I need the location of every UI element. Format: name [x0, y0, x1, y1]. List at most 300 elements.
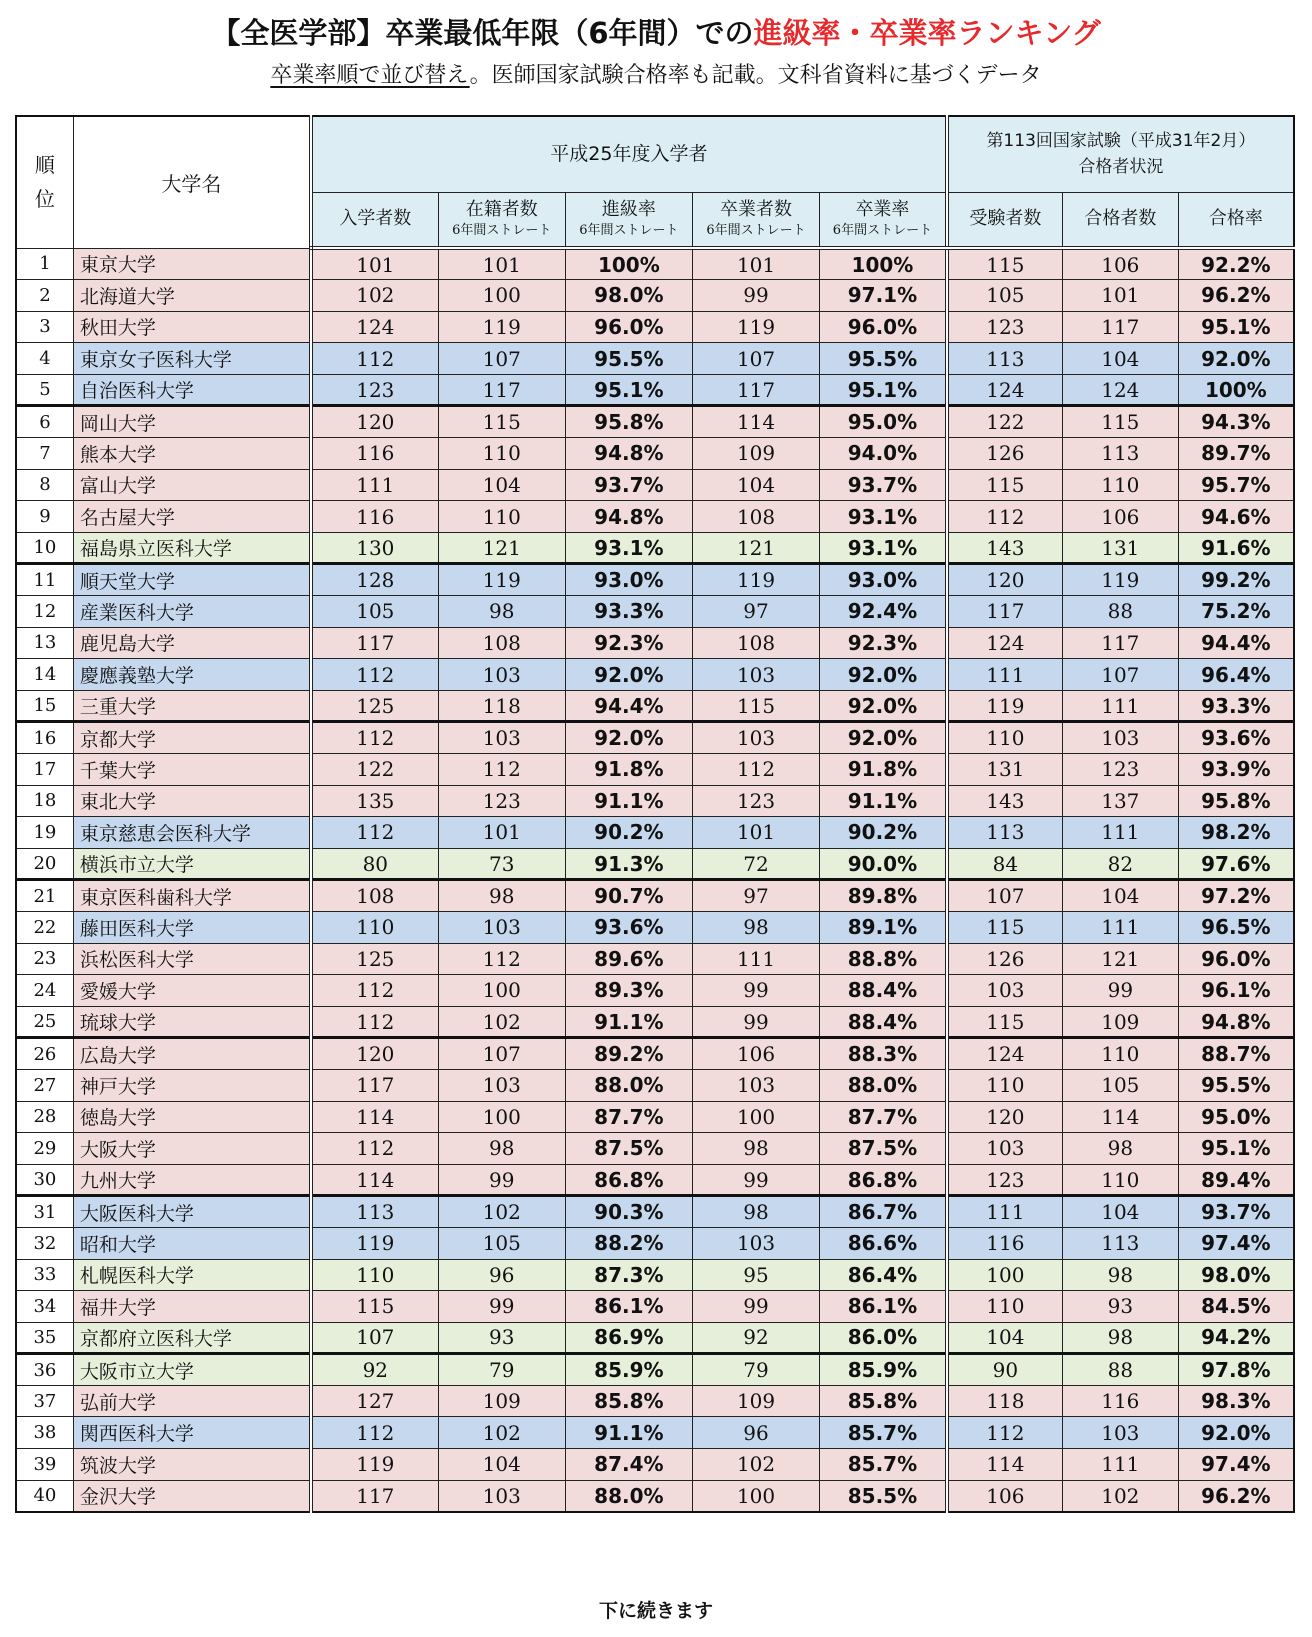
passers-cell: 98 — [1062, 1133, 1178, 1165]
table-row — [16, 722, 1294, 754]
examinees-cell: 124 — [947, 627, 1063, 659]
university-name-cell: 慶應義塾大学 — [73, 659, 311, 691]
pass-rate-cell: 98.0% — [1178, 1259, 1294, 1291]
table-row — [16, 343, 1294, 375]
header-exam-title: 第113回国家試験（平成31年2月） — [986, 131, 1256, 152]
table-row — [16, 627, 1294, 659]
promotion-rate-cell: 90.3% — [565, 1196, 692, 1228]
promotion-rate-cell: 85.9% — [565, 1354, 692, 1386]
examinees-cell: 124 — [947, 374, 1063, 406]
passers-cell: 115 — [1062, 406, 1178, 438]
university-name-cell: 順天堂大学 — [73, 564, 311, 596]
promotion-rate-cell: 93.6% — [565, 911, 692, 943]
passers-cell: 124 — [1062, 374, 1178, 406]
rank-cell: 35 — [16, 1322, 73, 1354]
examinees-cell: 113 — [947, 343, 1063, 375]
table-row — [16, 596, 1294, 628]
enrolled-cell: 98 — [438, 1133, 565, 1165]
pass-rate-cell: 95.8% — [1178, 785, 1294, 817]
entrants-cell: 107 — [311, 1322, 438, 1354]
enrolled-cell: 102 — [438, 1006, 565, 1038]
pass-rate-cell: 95.7% — [1178, 469, 1294, 501]
graduation-rate-cell: 95.1% — [820, 374, 947, 406]
graduates-cell: 97 — [692, 596, 819, 628]
table-row — [16, 1006, 1294, 1038]
promotion-rate-cell: 88.0% — [565, 1480, 692, 1512]
passers-cell: 110 — [1062, 1164, 1178, 1196]
examinees-cell: 143 — [947, 785, 1063, 817]
enrolled-cell: 100 — [438, 975, 565, 1007]
table-row — [16, 659, 1294, 691]
pass-rate-cell: 95.1% — [1178, 311, 1294, 343]
graduation-rate-cell: 91.8% — [820, 754, 947, 786]
table-row — [16, 406, 1294, 438]
rank-cell: 4 — [16, 343, 73, 375]
graduates-cell: 119 — [692, 564, 819, 596]
enrolled-cell: 99 — [438, 1164, 565, 1196]
examinees-cell: 126 — [947, 438, 1063, 470]
entrants-cell: 112 — [311, 975, 438, 1007]
entrants-cell: 120 — [311, 406, 438, 438]
graduates-cell: 106 — [692, 1038, 819, 1070]
entrants-cell: 114 — [311, 1101, 438, 1133]
pass-rate-cell: 97.4% — [1178, 1227, 1294, 1259]
passers-cell: 98 — [1062, 1322, 1178, 1354]
promotion-rate-cell: 91.1% — [565, 1417, 692, 1449]
graduates-cell: 97 — [692, 880, 819, 912]
examinees-cell: 115 — [947, 469, 1063, 501]
pass-rate-cell: 92.2% — [1178, 248, 1294, 280]
enrolled-cell: 103 — [438, 659, 565, 691]
page-subtitle — [0, 60, 1312, 92]
examinees-cell: 117 — [947, 596, 1063, 628]
rank-cell: 37 — [16, 1385, 73, 1417]
passers-cell: 106 — [1062, 248, 1178, 280]
entrants-cell: 112 — [311, 1417, 438, 1449]
title-main: 【全医学部】卒業最低年限（6年間）での — [211, 16, 754, 50]
university-name-cell: 横浜市立大学 — [73, 848, 311, 880]
examinees-cell: 106 — [947, 1480, 1063, 1512]
header-enrolled: 在籍者数 6年間ストレート — [438, 192, 565, 248]
passers-cell: 106 — [1062, 501, 1178, 533]
passers-cell: 123 — [1062, 754, 1178, 786]
passers-cell: 110 — [1062, 469, 1178, 501]
entrants-cell: 80 — [311, 848, 438, 880]
university-name-cell: 京都府立医科大学 — [73, 1322, 311, 1354]
examinees-cell: 110 — [947, 722, 1063, 754]
graduates-cell: 99 — [692, 1006, 819, 1038]
rank-cell: 29 — [16, 1133, 73, 1165]
graduation-rate-cell: 88.3% — [820, 1038, 947, 1070]
table-row — [16, 975, 1294, 1007]
rank-cell: 18 — [16, 785, 73, 817]
university-name-cell: 愛媛大学 — [73, 975, 311, 1007]
graduates-cell: 123 — [692, 785, 819, 817]
promotion-rate-cell: 100% — [565, 248, 692, 280]
entrants-cell: 111 — [311, 469, 438, 501]
graduation-rate-cell: 85.5% — [820, 1480, 947, 1512]
enrolled-cell: 112 — [438, 754, 565, 786]
graduation-rate-cell: 95.0% — [820, 406, 947, 438]
header-promotion-rate: 進級率 6年間ストレート — [565, 192, 692, 248]
entrants-cell: 110 — [311, 1259, 438, 1291]
university-name-cell: 浜松医科大学 — [73, 943, 311, 975]
graduation-rate-cell: 86.7% — [820, 1196, 947, 1228]
university-name-cell: 東北大学 — [73, 785, 311, 817]
university-name-cell: 札幌医科大学 — [73, 1259, 311, 1291]
promotion-rate-cell: 90.7% — [565, 880, 692, 912]
examinees-cell: 110 — [947, 1069, 1063, 1101]
entrants-cell: 102 — [311, 280, 438, 312]
rank-cell: 1 — [16, 248, 73, 280]
enrolled-cell: 110 — [438, 501, 565, 533]
entrants-cell: 112 — [311, 1006, 438, 1038]
subtitle-rest: 。医師国家試験合格率も記載。文科省資料に基づくデータ — [469, 63, 1042, 88]
graduation-rate-cell: 97.1% — [820, 280, 947, 312]
promotion-rate-cell: 88.0% — [565, 1069, 692, 1101]
graduation-rate-cell: 89.1% — [820, 911, 947, 943]
promotion-rate-cell: 87.4% — [565, 1449, 692, 1481]
graduates-cell: 92 — [692, 1322, 819, 1354]
graduates-cell: 108 — [692, 501, 819, 533]
pass-rate-cell: 95.0% — [1178, 1101, 1294, 1133]
enrolled-cell: 107 — [438, 1038, 565, 1070]
university-name-cell: 大阪市立大学 — [73, 1354, 311, 1386]
table-row — [16, 248, 1294, 280]
rank-cell: 17 — [16, 754, 73, 786]
graduation-rate-cell: 86.0% — [820, 1322, 947, 1354]
examinees-cell: 122 — [947, 406, 1063, 438]
university-name-cell: 東京女子医科大学 — [73, 343, 311, 375]
passers-cell: 103 — [1062, 722, 1178, 754]
passers-cell: 102 — [1062, 1480, 1178, 1512]
graduation-rate-cell: 93.1% — [820, 501, 947, 533]
enrolled-cell: 100 — [438, 280, 565, 312]
table-row — [16, 880, 1294, 912]
table-row — [16, 911, 1294, 943]
enrolled-cell: 112 — [438, 943, 565, 975]
table-row — [16, 311, 1294, 343]
entrants-cell: 125 — [311, 690, 438, 722]
rank-cell: 9 — [16, 501, 73, 533]
table-row — [16, 280, 1294, 312]
table-row — [16, 1164, 1294, 1196]
enrolled-cell: 101 — [438, 248, 565, 280]
promotion-rate-cell: 86.1% — [565, 1291, 692, 1323]
examinees-cell: 118 — [947, 1385, 1063, 1417]
entrants-cell: 112 — [311, 343, 438, 375]
university-name-cell: 神戸大学 — [73, 1069, 311, 1101]
university-name-cell: 昭和大学 — [73, 1227, 311, 1259]
table-row — [16, 1038, 1294, 1070]
graduation-rate-cell: 91.1% — [820, 785, 947, 817]
rank-cell: 19 — [16, 817, 73, 849]
rank-cell: 23 — [16, 943, 73, 975]
passers-cell: 101 — [1062, 280, 1178, 312]
graduation-rate-cell: 90.0% — [820, 848, 947, 880]
graduates-cell: 115 — [692, 690, 819, 722]
entrants-cell: 116 — [311, 501, 438, 533]
examinees-cell: 103 — [947, 1133, 1063, 1165]
entrants-cell: 112 — [311, 659, 438, 691]
table-row — [16, 1069, 1294, 1101]
rank-cell: 20 — [16, 848, 73, 880]
entrants-cell: 110 — [311, 911, 438, 943]
entrants-cell: 117 — [311, 1480, 438, 1512]
graduates-cell: 98 — [692, 1133, 819, 1165]
examinees-cell: 111 — [947, 659, 1063, 691]
promotion-rate-cell: 93.3% — [565, 596, 692, 628]
rank-cell: 3 — [16, 311, 73, 343]
table-row — [16, 785, 1294, 817]
graduates-cell: 103 — [692, 1227, 819, 1259]
table-row — [16, 943, 1294, 975]
rank-cell: 28 — [16, 1101, 73, 1133]
pass-rate-cell: 93.6% — [1178, 722, 1294, 754]
table-row — [16, 1417, 1294, 1449]
entrants-cell: 130 — [311, 532, 438, 564]
table-row — [16, 1480, 1294, 1512]
entrants-cell: 116 — [311, 438, 438, 470]
examinees-cell: 115 — [947, 1006, 1063, 1038]
passers-cell: 107 — [1062, 659, 1178, 691]
table-row — [16, 438, 1294, 470]
examinees-cell: 126 — [947, 943, 1063, 975]
table-row — [16, 1227, 1294, 1259]
passers-cell: 104 — [1062, 1196, 1178, 1228]
rank-cell: 6 — [16, 406, 73, 438]
entrants-cell: 127 — [311, 1385, 438, 1417]
table-row — [16, 754, 1294, 786]
rank-cell: 40 — [16, 1480, 73, 1512]
graduates-cell: 100 — [692, 1480, 819, 1512]
graduates-cell: 121 — [692, 532, 819, 564]
graduation-rate-cell: 88.0% — [820, 1069, 947, 1101]
university-name-cell: 千葉大学 — [73, 754, 311, 786]
graduates-cell: 72 — [692, 848, 819, 880]
pass-rate-cell: 96.2% — [1178, 1480, 1294, 1512]
table-row — [16, 1322, 1294, 1354]
ranking-table-body — [16, 248, 1294, 1512]
page-title — [0, 12, 1312, 54]
enrolled-cell: 98 — [438, 596, 565, 628]
passers-cell: 111 — [1062, 911, 1178, 943]
entrants-cell: 112 — [311, 1133, 438, 1165]
examinees-cell: 112 — [947, 501, 1063, 533]
promotion-rate-cell: 91.1% — [565, 1006, 692, 1038]
promotion-rate-cell: 91.8% — [565, 754, 692, 786]
examinees-cell: 90 — [947, 1354, 1063, 1386]
graduation-rate-cell: 92.3% — [820, 627, 947, 659]
examinees-cell: 123 — [947, 1164, 1063, 1196]
rank-cell: 16 — [16, 722, 73, 754]
passers-cell: 111 — [1062, 690, 1178, 722]
promotion-rate-cell: 92.0% — [565, 659, 692, 691]
examinees-cell: 123 — [947, 311, 1063, 343]
passers-cell: 117 — [1062, 311, 1178, 343]
rank-cell: 32 — [16, 1227, 73, 1259]
graduates-cell: 119 — [692, 311, 819, 343]
pass-rate-cell: 93.3% — [1178, 690, 1294, 722]
passers-cell: 131 — [1062, 532, 1178, 564]
table-row — [16, 690, 1294, 722]
enrolled-cell: 121 — [438, 532, 565, 564]
examinees-cell: 115 — [947, 248, 1063, 280]
table-row — [16, 1449, 1294, 1481]
graduation-rate-cell: 88.4% — [820, 975, 947, 1007]
university-name-cell: 富山大学 — [73, 469, 311, 501]
graduates-cell: 99 — [692, 975, 819, 1007]
university-name-cell: 東京医科歯科大学 — [73, 880, 311, 912]
passers-cell: 121 — [1062, 943, 1178, 975]
enrolled-cell: 99 — [438, 1291, 565, 1323]
enrolled-cell: 103 — [438, 911, 565, 943]
promotion-rate-cell: 92.3% — [565, 627, 692, 659]
university-name-cell: 福井大学 — [73, 1291, 311, 1323]
table-row — [16, 1385, 1294, 1417]
rank-cell: 33 — [16, 1259, 73, 1291]
promotion-rate-cell: 89.3% — [565, 975, 692, 1007]
pass-rate-cell: 96.2% — [1178, 280, 1294, 312]
rank-cell: 12 — [16, 596, 73, 628]
rank-cell: 2 — [16, 280, 73, 312]
pass-rate-cell: 94.8% — [1178, 1006, 1294, 1038]
header-exam-subtitle: 合格者状況 — [1078, 157, 1164, 178]
promotion-rate-cell: 87.3% — [565, 1259, 692, 1291]
header-graduation-rate: 卒業率 6年間ストレート — [820, 192, 947, 248]
table-row — [16, 848, 1294, 880]
promotion-rate-cell: 91.3% — [565, 848, 692, 880]
graduates-cell: 109 — [692, 1385, 819, 1417]
table-row — [16, 817, 1294, 849]
rank-cell: 14 — [16, 659, 73, 691]
pass-rate-cell: 88.7% — [1178, 1038, 1294, 1070]
graduates-cell: 102 — [692, 1449, 819, 1481]
pass-rate-cell: 94.6% — [1178, 501, 1294, 533]
entrants-cell: 114 — [311, 1164, 438, 1196]
examinees-cell: 113 — [947, 817, 1063, 849]
university-name-cell: 東京慈恵会医科大学 — [73, 817, 311, 849]
rank-cell: 21 — [16, 880, 73, 912]
examinees-cell: 124 — [947, 1038, 1063, 1070]
pass-rate-cell: 92.0% — [1178, 1417, 1294, 1449]
graduation-rate-cell: 86.4% — [820, 1259, 947, 1291]
graduation-rate-cell: 85.7% — [820, 1449, 947, 1481]
examinees-cell: 120 — [947, 564, 1063, 596]
pass-rate-cell: 75.2% — [1178, 596, 1294, 628]
university-name-cell: 広島大学 — [73, 1038, 311, 1070]
promotion-rate-cell: 93.0% — [565, 564, 692, 596]
rank-cell: 5 — [16, 374, 73, 406]
enrolled-cell: 100 — [438, 1101, 565, 1133]
passers-cell: 113 — [1062, 438, 1178, 470]
rank-cell: 39 — [16, 1449, 73, 1481]
examinees-cell: 119 — [947, 690, 1063, 722]
graduates-cell: 108 — [692, 627, 819, 659]
graduates-cell: 112 — [692, 754, 819, 786]
passers-cell: 104 — [1062, 343, 1178, 375]
enrolled-cell: 110 — [438, 438, 565, 470]
pass-rate-cell: 94.2% — [1178, 1322, 1294, 1354]
examinees-cell: 143 — [947, 532, 1063, 564]
enrolled-cell: 101 — [438, 817, 565, 849]
passers-cell: 104 — [1062, 880, 1178, 912]
rank-cell: 13 — [16, 627, 73, 659]
table-row — [16, 532, 1294, 564]
header-pass-rate: 合格率 — [1178, 192, 1294, 248]
graduates-cell: 99 — [692, 1164, 819, 1196]
university-name-cell: 秋田大学 — [73, 311, 311, 343]
header-graduates: 卒業者数 6年間ストレート — [692, 192, 819, 248]
rank-cell: 38 — [16, 1417, 73, 1449]
pass-rate-cell: 96.1% — [1178, 975, 1294, 1007]
graduation-rate-cell: 93.7% — [820, 469, 947, 501]
pass-rate-cell: 97.6% — [1178, 848, 1294, 880]
promotion-rate-cell: 95.5% — [565, 343, 692, 375]
graduation-rate-cell: 96.0% — [820, 311, 947, 343]
header-passers: 合格者数 — [1062, 192, 1178, 248]
promotion-rate-cell: 89.6% — [565, 943, 692, 975]
pass-rate-cell: 84.5% — [1178, 1291, 1294, 1323]
pass-rate-cell: 91.6% — [1178, 532, 1294, 564]
entrants-cell: 120 — [311, 1038, 438, 1070]
passers-cell: 111 — [1062, 817, 1178, 849]
entrants-cell: 113 — [311, 1196, 438, 1228]
passers-cell: 110 — [1062, 1038, 1178, 1070]
promotion-rate-cell: 91.1% — [565, 785, 692, 817]
ranking-table — [15, 115, 1295, 1513]
promotion-rate-cell: 87.7% — [565, 1101, 692, 1133]
examinees-cell: 114 — [947, 1449, 1063, 1481]
university-name-cell: 三重大学 — [73, 690, 311, 722]
graduation-rate-cell: 90.2% — [820, 817, 947, 849]
graduates-cell: 99 — [692, 1291, 819, 1323]
graduation-rate-cell: 85.8% — [820, 1385, 947, 1417]
table-row — [16, 1291, 1294, 1323]
passers-cell: 82 — [1062, 848, 1178, 880]
university-name-cell: 金沢大学 — [73, 1480, 311, 1512]
pass-rate-cell: 99.2% — [1178, 564, 1294, 596]
header-entrants: 入学者数 — [311, 192, 438, 248]
rank-cell: 30 — [16, 1164, 73, 1196]
title-highlight: 進級率・卒業率ランキング — [753, 16, 1101, 50]
pass-rate-cell: 93.7% — [1178, 1196, 1294, 1228]
university-name-cell: 大阪医科大学 — [73, 1196, 311, 1228]
graduation-rate-cell: 87.7% — [820, 1101, 947, 1133]
passers-cell: 88 — [1062, 596, 1178, 628]
entrants-cell: 115 — [311, 1291, 438, 1323]
examinees-cell: 107 — [947, 880, 1063, 912]
university-name-cell: 大阪大学 — [73, 1133, 311, 1165]
graduation-rate-cell: 86.6% — [820, 1227, 947, 1259]
university-name-cell: 産業医科大学 — [73, 596, 311, 628]
examinees-cell: 100 — [947, 1259, 1063, 1291]
examinees-cell: 115 — [947, 911, 1063, 943]
examinees-cell: 111 — [947, 1196, 1063, 1228]
header-group-exam — [947, 116, 1294, 192]
passers-cell: 109 — [1062, 1006, 1178, 1038]
examinees-cell: 105 — [947, 280, 1063, 312]
graduates-cell: 107 — [692, 343, 819, 375]
promotion-rate-cell: 86.8% — [565, 1164, 692, 1196]
promotion-rate-cell: 96.0% — [565, 311, 692, 343]
enrolled-cell: 102 — [438, 1196, 565, 1228]
graduation-rate-cell: 93.0% — [820, 564, 947, 596]
promotion-rate-cell: 92.0% — [565, 722, 692, 754]
graduation-rate-cell: 93.1% — [820, 532, 947, 564]
graduates-cell: 100 — [692, 1101, 819, 1133]
entrants-cell: 128 — [311, 564, 438, 596]
